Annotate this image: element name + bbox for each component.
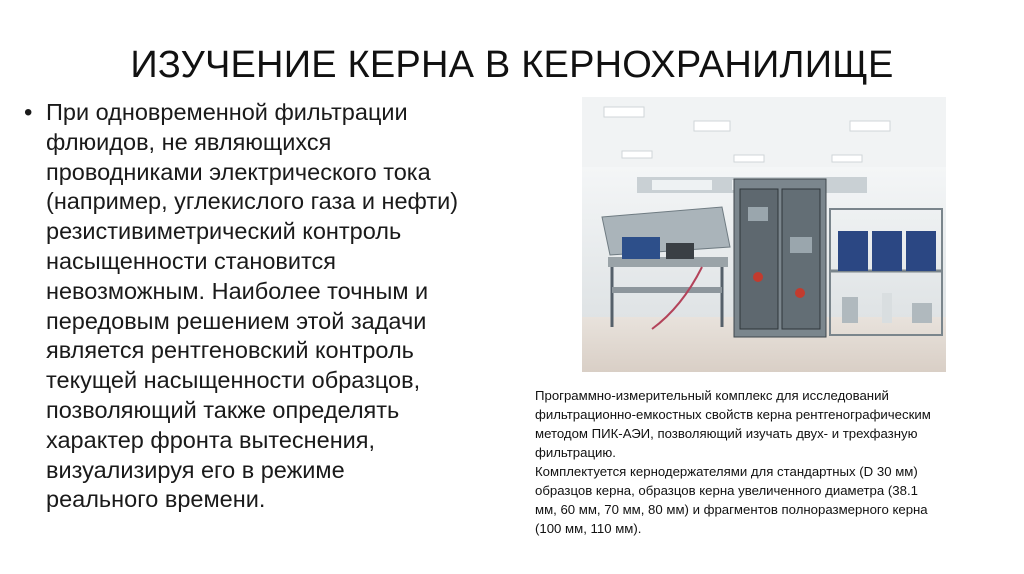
bullet-item (22, 98, 542, 515)
laboratory-equipment-photo-icon (582, 97, 946, 372)
bullet-text: При одновременной фильтрации флюидов, не являющихся проводниками электрического тока (например, углекислого газа и нефти) резистивиметрический контроль насыщенности становится невозможным. Наиболее точным и передовым решением этой задачи является рентгеновский контроль текущей насыщенности образцов, позволяющий также определять характер фронта вытеснения, визуализируя его в режиме реального времени. (46, 99, 459, 513)
caption-paragraph-1: Программно-измерительный комплекс для исследований фильтрационно-емкостных свойств керна рентгенографическим методом ПИК-АЭИ, позволяющий изучать двух- и трехфазную фильтрацию. (535, 388, 931, 460)
laboratory-photo (582, 97, 946, 372)
caption-paragraph-2: Комплектуется кернодержателями для стандартных (D 30 мм) образцов керна, образцов керна увеличенного диаметра (38.1 мм, 60 мм, 70 мм, 80 мм) и фрагментов полноразмерного керна (100 мм, 110 мм). (535, 464, 928, 536)
bullet-dot-icon: • (24, 99, 33, 126)
bullet-list (22, 98, 542, 515)
slide-title: ИЗУЧЕНИЕ КЕРНА В КЕРНОХРАНИЛИЩЕ (130, 44, 894, 86)
photo-caption (535, 386, 1015, 538)
